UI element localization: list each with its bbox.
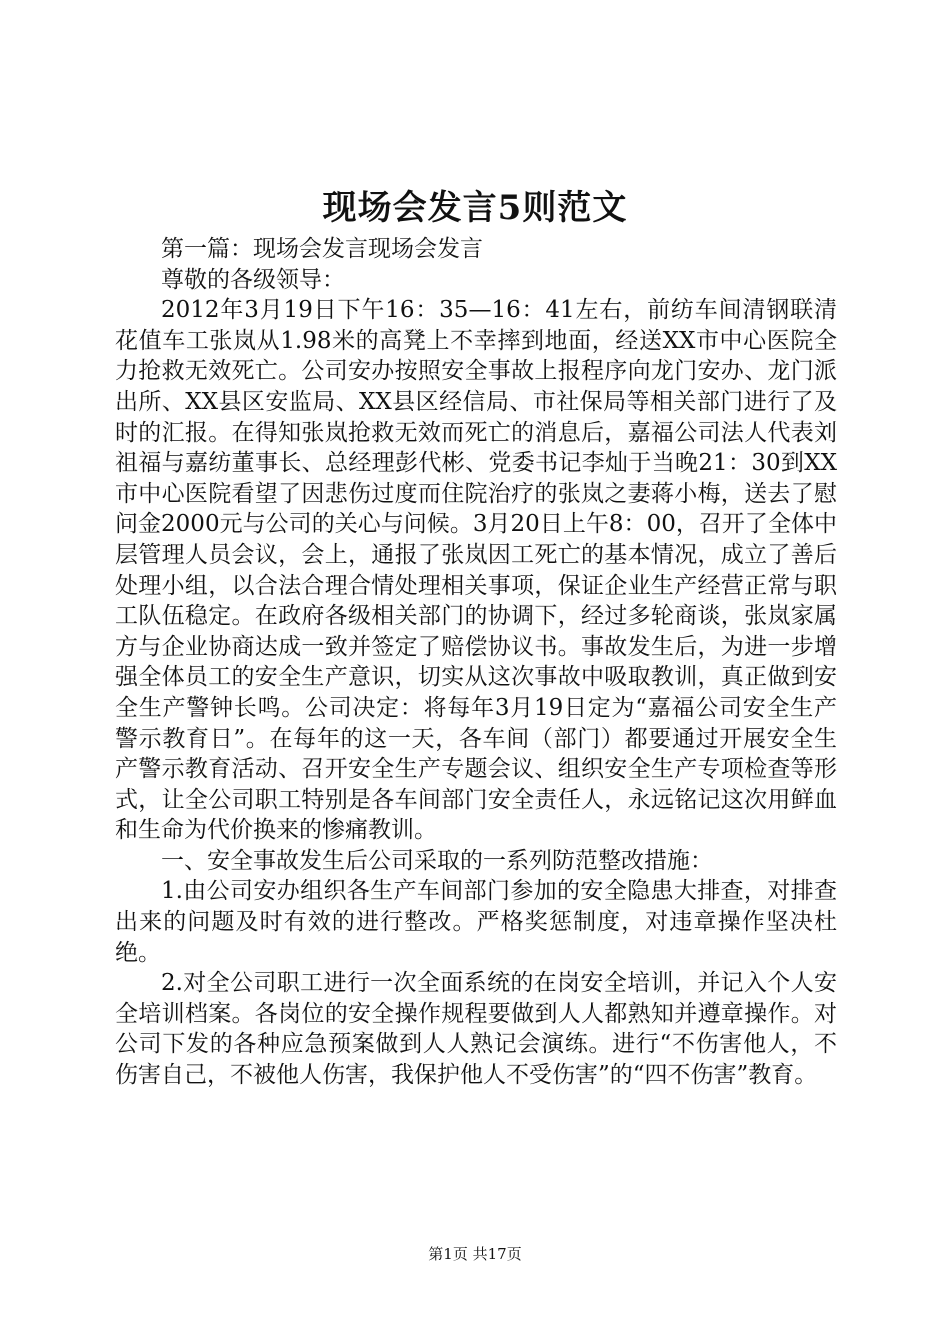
section-heading: 第一篇：现场会发言现场会发言 <box>161 236 483 262</box>
salutation: 尊敬的各级领导： <box>161 266 345 293</box>
page-number: 第1页 共17页 <box>428 1245 522 1263</box>
measure-item-1: 1.由公司安办组织各生产车间部门参加的安全隐患大排查，对排查出来的问题及时有效的进行整改。严格奖惩制度，对违章操作坚决杜绝。 <box>115 878 837 966</box>
measure-item-2: 2.对全公司职工进行一次全面系统的在岗安全培训，并记入个人安全培训档案。各岗位的安全操作规程要做到人人都熟知并遵章操作。对公司下发的各种应急预案做到人人熟记会演练。进行“不伤害他人，不伤害自己，不被他人伤害，我保护他人不受伤害”的“四不伤害”教育。 <box>115 970 837 1089</box>
measures-heading: 一、安全事故发生后公司采取的一系列防范整改措施： <box>161 847 713 874</box>
body-paragraph: 2012年3月19日下午16：35—16：41左右，前纺车间清钢联清花值车工张岚从1.98米的高凳上不幸摔到地面，经送XX市中心医院全力抢救无效死亡。公司安办按照安全事故上报程序向龙门安办、龙门派出所、XX县区安监局、XX县区经信局、市社保局等相关部门进行了及时的汇报。在得知张岚抢救无效而死亡的消息后，嘉福公司法人代表刘祖福与嘉纺董事长、总经理彭代彬、党委书记李灿于当晚21：30到XX市中心医院看望了因悲伤过度而住院治疗的张岚之妻蒋小梅，送去了慰问金2000元与公司的关心与问候。3月20日上午8：00，召开了全体中层管理人员会议，会上，通报了张岚因工死亡的基本情况，成立了善后处理小组，以合法合理合情处理相关事项，保证企业生产经营正常与职工队伍稳定。在政府各级相关部门的协调下，经过多轮商谈，张岚家属方与企业协商达成一致并签定了赔偿协议书。事故发生后，为进一步增强全体员工的安全生产意识，切实从这次事故中吸取教训，真正做到安全生产警钟长鸣。公司决定：将每年3月19日定为“嘉福公司安全生产警示教育日”。在每年的这一天，各车间（部门）都要通过开展安全生产警示教育活动、召开安全生产专题会议、组织安全生产专项检查等形式，让全公司职工特别是各车间部门安全责任人，永远铭记这次用鲜血和生命为代价换来的惨痛教训。 <box>115 297 837 844</box>
document-title: 现场会发言5则范文 <box>322 188 628 228</box>
document-body <box>115 234 837 1091</box>
